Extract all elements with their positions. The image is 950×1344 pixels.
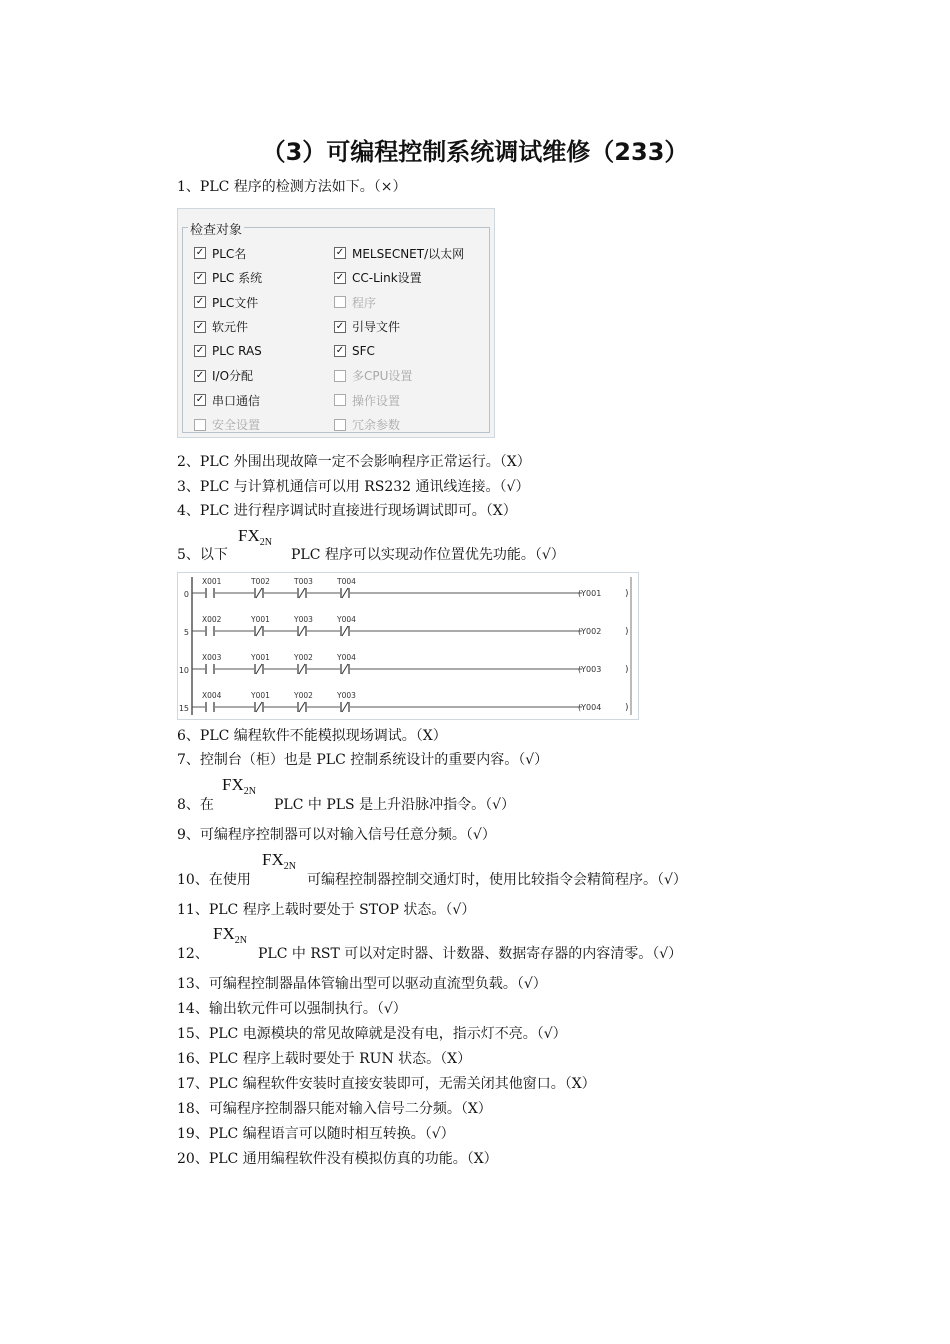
- coil-label: (Y001: [578, 589, 602, 598]
- question-17: 17、PLC 编程软件安装时直接安装即可，无需关闭其他窗口。（X）: [177, 1076, 596, 1092]
- checkbox-label: 操作设置: [352, 393, 401, 408]
- fx-sub: 2N: [283, 861, 296, 872]
- question-12-prefix: 12、: [177, 946, 209, 962]
- page-title: （3）可编程控制系统调试维修（233）: [261, 138, 689, 166]
- checkbox-right-8[interactable]: [334, 417, 400, 433]
- question-8: PLC 中 PLS 是上升沿脉冲指令。（√）: [274, 797, 516, 813]
- empty-checkbox-icon[interactable]: [334, 419, 346, 431]
- question-3: 3、PLC 与计算机通信可以用 RS232 通讯线连接。（√）: [177, 479, 530, 495]
- question-2: 2、PLC 外围出现故障一定不会影响程序正常运行。（X）: [177, 454, 531, 470]
- contact-label: Y001: [251, 691, 270, 700]
- question-16: 16、PLC 程序上载时要处于 RUN 状态。（X）: [177, 1051, 472, 1067]
- checkbox-right-4[interactable]: [334, 319, 400, 335]
- question-19: 19、PLC 编程语言可以随时相互转换。（√）: [177, 1126, 455, 1142]
- checkmark-icon[interactable]: ✓: [195, 369, 205, 381]
- question-10: 可编程控制器控制交通灯时，使用比较指令会精简程序。（√）: [307, 872, 687, 888]
- coil-label: (Y004: [578, 703, 602, 712]
- checkbox-label: PLC 系统: [212, 271, 263, 285]
- checkmark-icon[interactable]: ✓: [335, 247, 345, 258]
- contact-label: T004: [337, 577, 356, 586]
- coil-label: (Y002: [578, 627, 602, 636]
- checkbox-label: 安全设置: [212, 418, 261, 432]
- checkbox-label: 程序: [352, 295, 377, 310]
- checkbox-label: PLC名: [212, 246, 247, 261]
- step-number: 10: [178, 666, 189, 675]
- checkmark-icon[interactable]: ✓: [195, 345, 205, 356]
- checkbox-left-4[interactable]: [194, 319, 248, 335]
- check-object-panel: [177, 208, 495, 438]
- fx-sub: 2N: [234, 935, 247, 946]
- question-10-prefix: 10、在使用: [177, 872, 251, 888]
- fx-base: FX: [262, 850, 284, 869]
- question-20: 20、PLC 通用编程软件没有模拟仿真的功能。（X）: [177, 1151, 498, 1167]
- checkbox-label: I/O分配: [212, 369, 254, 383]
- checkbox-label: 冗余参数: [352, 418, 401, 432]
- checkmark-icon[interactable]: ✓: [195, 296, 205, 307]
- check-panel-legend: 检查对象: [188, 219, 244, 238]
- contact-label: X004: [202, 691, 222, 700]
- checkmark-icon[interactable]: ✓: [335, 271, 345, 283]
- checkbox-label: 串口通信: [212, 393, 261, 408]
- fx-base: FX: [222, 775, 244, 794]
- question-6: 6、PLC 编程软件不能模拟现场调试。（X）: [177, 728, 447, 744]
- checkbox-label: 软元件: [212, 320, 249, 334]
- checkbox-left-3[interactable]: [194, 294, 258, 310]
- contact-label: Y002: [294, 653, 313, 662]
- checkbox-label: PLC RAS: [212, 344, 262, 358]
- coil-close: ): [625, 589, 629, 599]
- contact-label: X003: [202, 653, 222, 662]
- question-11: 11、PLC 程序上载时要处于 STOP 状态。（√）: [177, 902, 476, 918]
- question-13: 13、可编程控制器晶体管输出型可以驱动直流型负载。（√）: [177, 976, 547, 992]
- question-9: 9、可编程序控制器可以对输入信号任意分频。（√）: [177, 827, 496, 843]
- checkbox-left-6[interactable]: [194, 368, 253, 384]
- checkmark-icon[interactable]: ✓: [335, 320, 345, 332]
- checkmark-icon[interactable]: ✓: [195, 247, 205, 258]
- fx-sub: 2N: [243, 786, 256, 797]
- checkbox-right-3[interactable]: [334, 294, 376, 310]
- coil-label: (Y003: [578, 665, 602, 674]
- contact-label: Y004: [337, 653, 356, 662]
- checkbox-label: 多CPU设置: [352, 369, 413, 383]
- ladder-svg: [178, 573, 638, 719]
- coil-close: ): [625, 703, 629, 713]
- question-1: 1、PLC 程序的检测方法如下。（×）: [177, 179, 407, 195]
- contact-label: Y004: [337, 615, 356, 624]
- empty-checkbox-icon[interactable]: [334, 394, 346, 406]
- coil-close: ): [625, 665, 629, 675]
- contact-label: T002: [251, 577, 270, 586]
- checkmark-icon[interactable]: ✓: [195, 394, 205, 405]
- checkbox-left-5[interactable]: [194, 343, 262, 359]
- fx-sub: 2N: [259, 537, 272, 548]
- coil-close: ): [625, 627, 629, 637]
- checkbox-label: PLC文件: [212, 295, 259, 310]
- fx2n-symbol: [238, 526, 272, 548]
- checkbox-label: 引导文件: [352, 320, 401, 334]
- question-15: 15、PLC 电源模块的常见故障就是没有电，指示灯不亮。（√）: [177, 1026, 567, 1042]
- checkbox-left-7[interactable]: [194, 392, 260, 408]
- fx-base: FX: [238, 526, 260, 545]
- step-number: 0: [183, 590, 189, 599]
- question-12: PLC 中 RST 可以对定时器、计数器、数据寄存器的内容清零。（√）: [258, 946, 683, 962]
- checkbox-left-1[interactable]: [194, 245, 246, 261]
- fx2n-symbol: [213, 924, 247, 946]
- step-number: 5: [183, 628, 189, 637]
- checkbox-label: CC-Link设置: [352, 271, 422, 285]
- checkbox-right-6[interactable]: [334, 368, 412, 384]
- contact-label: Y003: [294, 615, 313, 624]
- contact-label: Y001: [251, 653, 270, 662]
- question-7: 7、控制台（柜）也是 PLC 控制系统设计的重要内容。（√）: [177, 752, 549, 768]
- contact-label: Y002: [294, 691, 313, 700]
- checkmark-icon[interactable]: ✓: [335, 345, 345, 356]
- step-number: 15: [178, 704, 189, 713]
- empty-checkbox-icon[interactable]: [334, 370, 346, 382]
- question-8-prefix: 8、在: [177, 797, 214, 813]
- contact-label: Y003: [337, 691, 356, 700]
- checkbox-right-7[interactable]: [334, 392, 400, 408]
- question-5: PLC 程序可以实现动作位置优先功能。（√）: [291, 547, 565, 563]
- question-18: 18、可编程序控制器只能对输入信号二分频。（X）: [177, 1101, 492, 1117]
- fx2n-symbol: [222, 775, 256, 797]
- contact-label: T003: [294, 577, 313, 586]
- checkbox-right-2[interactable]: [334, 270, 422, 286]
- checkmark-icon[interactable]: ✓: [195, 320, 205, 332]
- checkbox-left-2[interactable]: [194, 270, 262, 286]
- empty-checkbox-icon[interactable]: [334, 296, 346, 308]
- checkbox-left-8[interactable]: [194, 417, 260, 433]
- checkbox-label: SFC: [352, 344, 375, 358]
- contact-label: X002: [202, 615, 222, 624]
- checkbox-right-1[interactable]: [334, 245, 464, 261]
- checkmark-icon[interactable]: ✓: [195, 271, 205, 283]
- contact-label: Y001: [251, 615, 270, 624]
- empty-checkbox-icon[interactable]: [194, 419, 206, 431]
- checkbox-label: MELSECNET/以太网: [352, 246, 465, 261]
- ladder-diagram: [177, 572, 639, 720]
- question-4: 4、PLC 进行程序调试时直接进行现场调试即可。（X）: [177, 503, 517, 519]
- question-14: 14、输出软元件可以强制执行。（√）: [177, 1001, 407, 1017]
- fx2n-symbol: [262, 850, 296, 872]
- contact-label: X001: [202, 577, 222, 586]
- fx-base: FX: [213, 924, 235, 943]
- question-5-prefix: 5、以下: [177, 547, 228, 563]
- checkbox-right-5[interactable]: [334, 343, 375, 359]
